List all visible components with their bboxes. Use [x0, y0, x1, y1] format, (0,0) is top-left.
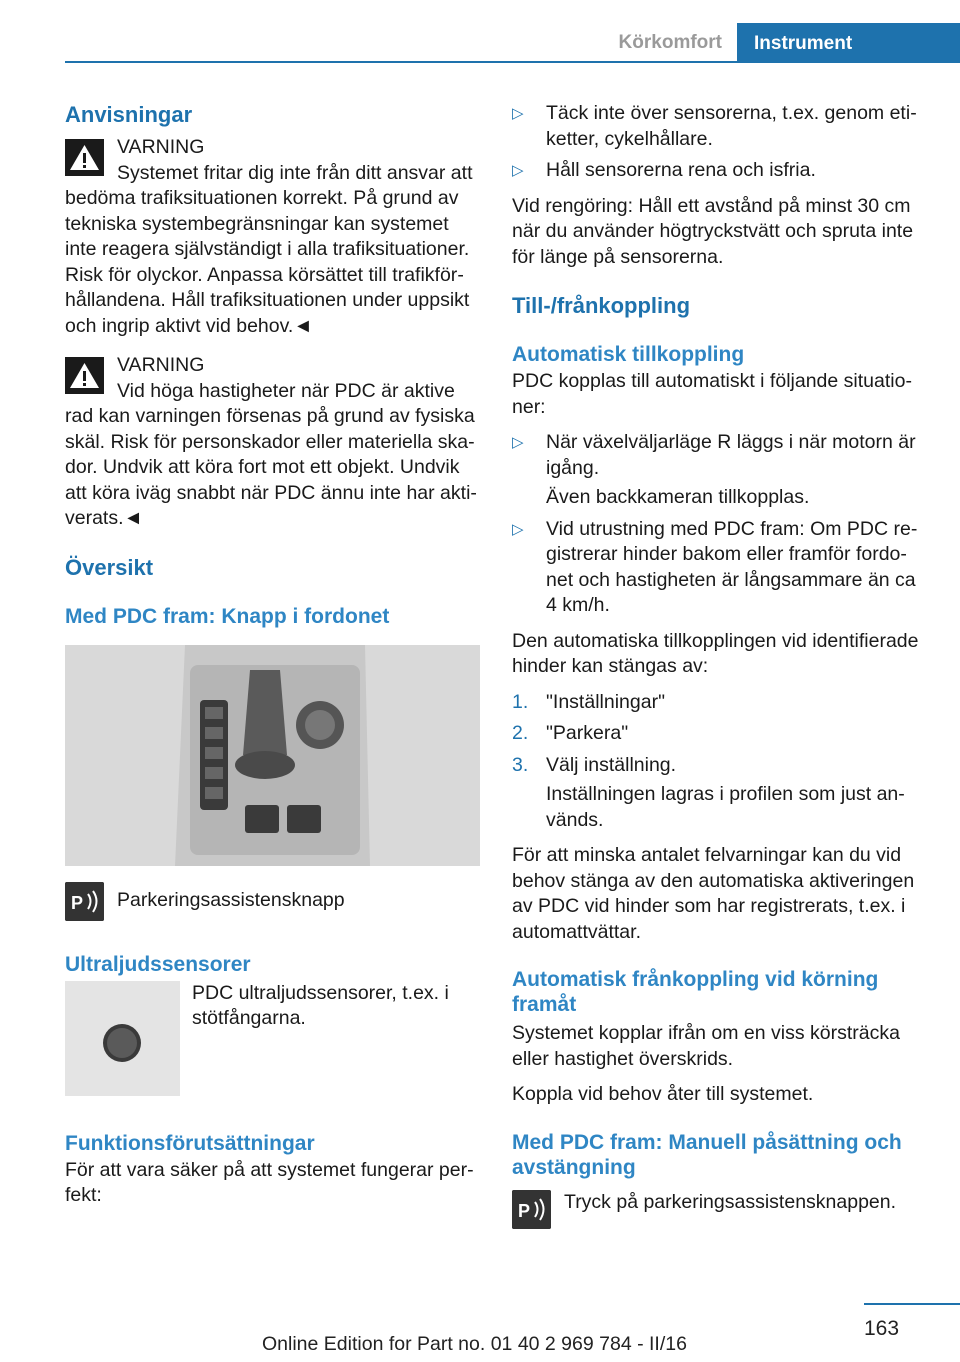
heading-funktionsforutsattningar: Funktionsförutsättningar: [65, 1131, 315, 1155]
auto-fran-text-2: Koppla vid behov åter till systemet.: [512, 1083, 814, 1105]
heading-automatisk-tillkoppling: Automatisk tillkoppling: [512, 343, 745, 366]
bullet-triangle-icon: ▷: [512, 520, 524, 538]
manuell-text: Tryck på parkeringsassistensknappen.: [564, 1190, 897, 1213]
auto-ident-text: Den automatiska tillkopplingen vid identifierade hinder kan stängas av:: [512, 629, 919, 677]
heading-ultraljudssensorer: Ultraljudssensorer: [65, 952, 251, 976]
parking-assist-icon: [512, 1190, 551, 1229]
rengoring-text: Vid rengöring: Håll ett avstånd på minst 30 cm när du använder högtryckstvätt och spruta inte för länge på sensorerna.: [512, 194, 914, 268]
bullet-triangle-icon: ▷: [512, 434, 524, 451]
warning-title-2: VARNING: [117, 354, 205, 376]
svg-text:P: P: [518, 1200, 531, 1221]
warning-block-2: [65, 353, 482, 532]
sensor-care-list: [512, 101, 925, 184]
warning-block-1: [65, 135, 482, 339]
list-item: ▷ Täck inte över sensorerna, t.ex. genom etiketter, cykelhållare.: [512, 102, 917, 150]
warning-text-2: rad kan varningen försenas på grund av fysiska skäl. Risk för personskador eller materiella skador. Undvik att köra fort mot ett objekt. Undvik att köra iväg snabbt när PDC ännu inte har aktiverats.◄: [65, 405, 477, 529]
list-item: 3. Välj inställning. Inställningen lagras i profilen som just används.: [512, 753, 905, 831]
bullet-triangle-icon: ▷: [512, 162, 524, 179]
auto-fran-text-1: Systemet kopplar ifrån om en viss körsträcka eller hastighet överskrids.: [512, 1022, 900, 1070]
warning-first-line-1: Systemet fritar dig inte från ditt ansvar att: [117, 161, 473, 184]
heading-pdc-fram-knapp: Med PDC fram: Knapp i fordonet: [65, 604, 390, 628]
heading-automatisk-frankoppling: Automatisk frånkoppling vid körning framåt: [512, 968, 879, 1016]
heading-oversikt: Översikt: [65, 554, 154, 580]
manuell-block: [512, 1190, 925, 1230]
heading-manuell: Med PDC fram: Manuell påsättning och avstängning: [512, 1130, 902, 1179]
auto-till-list: [512, 430, 925, 619]
svg-text:P: P: [71, 892, 84, 913]
footer-rule: [864, 1303, 960, 1305]
heading-till-frankoppling: Till-/frånkoppling: [512, 293, 691, 318]
ultrasonic-sensor-text: PDC ultraljudssensorer, t.ex. i stötfångarna.: [192, 981, 449, 1029]
ultrasonic-sensor-block: [65, 981, 482, 1101]
left-column: [65, 101, 482, 1209]
page-number: 163: [864, 1317, 900, 1340]
online-edition-footer: Online Edition for Part no. 01 40 2 969 784 - II/16: [262, 1333, 687, 1355]
funktion-text: För att vara säker på att systemet fungerar perfekt:: [65, 1158, 474, 1206]
list-item: ▷ Håll sensorerna rena och isfria.: [512, 158, 925, 184]
ultrasonic-sensor-image: [65, 981, 180, 1096]
warning-text-1: bedöma trafiksituationen korrekt. På grund av tekniska systembegränsningar kan systemet inte reagera självständigt i alla trafiksituationer. Risk för olyckor. Anpassa körsättet till trafikförhållandena. Håll trafiksituationen under uppsikt och ingrip aktivt vid behov.◄: [65, 187, 470, 337]
list-item: 1. "Inställningar": [512, 690, 665, 713]
felvarning-text: För att minska antalet felvarningar kan du vid behov stänga av den automatiska aktiveringen av PDC vid hinder som har registrerats, t.ex. i automattvättar.: [512, 844, 915, 943]
warning-first-line-2: Vid höga hastigheter när PDC är aktive: [117, 379, 455, 402]
pdc-button-legend: [65, 882, 482, 922]
list-item: 2. "Parkera": [512, 722, 629, 744]
right-column: [512, 101, 925, 1230]
warning-triangle-icon: [65, 139, 104, 176]
settings-steps: [512, 690, 925, 834]
auto-till-text: PDC kopplas till automatiskt i följande situationer:: [512, 370, 912, 418]
heading-anvisningar: Anvisningar: [65, 102, 193, 127]
header-tab-korkomfort: Körkomfort: [618, 32, 722, 53]
bullet-triangle-icon: ▷: [512, 105, 524, 122]
parking-assist-icon: [65, 882, 104, 921]
center-console-image: [65, 645, 480, 866]
warning-title-1: VARNING: [117, 136, 205, 158]
pdc-button-label: Parkeringsassistensknapp: [117, 888, 345, 911]
header-rule: [65, 61, 960, 63]
list-item: ▷ Vid utrustning med PDC fram: Om PDC registrerar hinder bakom eller framför fordonet och hastigheten är långsammare än ca 4 km/h.: [512, 517, 918, 616]
warning-triangle-icon: [65, 357, 104, 394]
header-tab-instrument: Instrument: [737, 23, 960, 63]
list-item: ▷ När växelväljarläge R läggs i när motorn är igång. Även backkameran tillkopplas.: [512, 431, 916, 508]
